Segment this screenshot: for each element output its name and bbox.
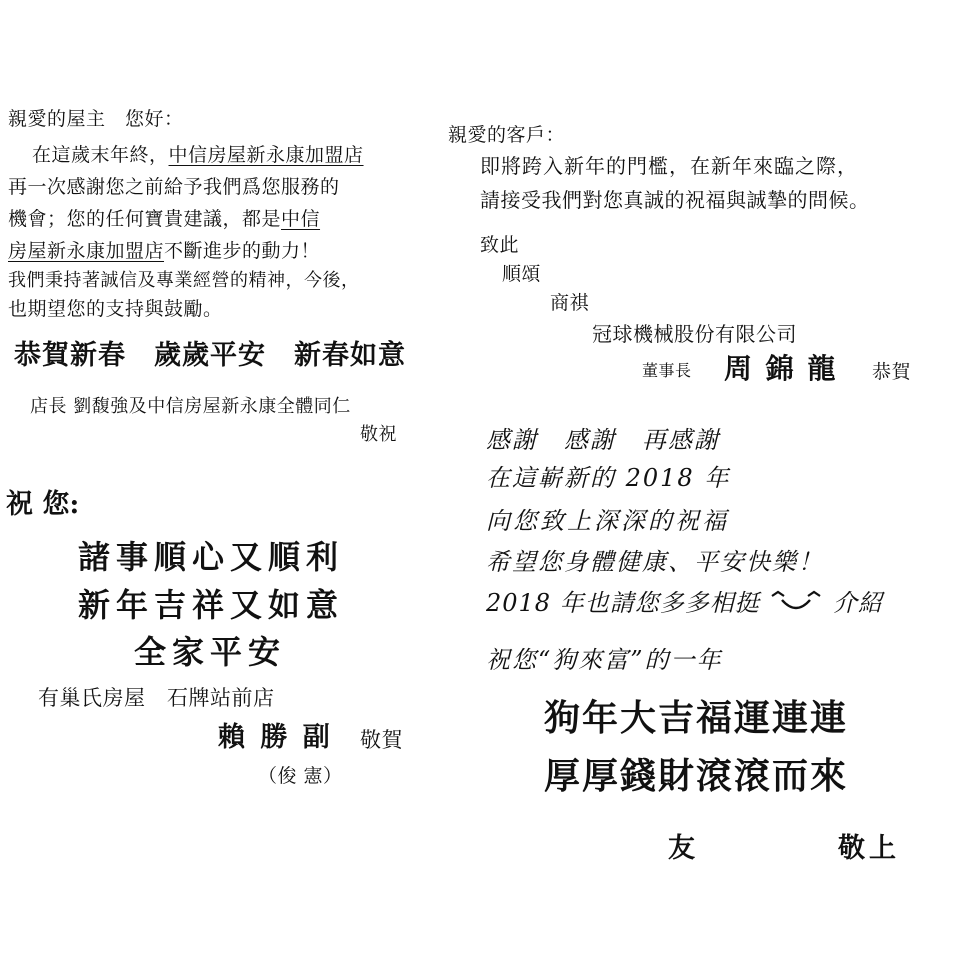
left-slogan: 恭賀新春 歲歲平安 新春如意: [14, 340, 406, 371]
wish-line-2: 新年吉祥又如意: [78, 586, 345, 624]
friend-respect: 敬上: [838, 833, 900, 864]
wish-line-3: 全家平安: [134, 633, 287, 671]
friend-label: 友: [668, 833, 695, 864]
right-para-line-1: 即將跨入新年的門檻，在新年來臨之際，: [480, 154, 858, 178]
left-para-line-6: 也期望您的支持與鼓勵。: [8, 298, 223, 320]
sender-alias: （俊 憲）: [258, 765, 343, 787]
left-para-line-1-text: 在這歲末年終，: [32, 144, 169, 166]
left-para-line-2: 再一次感謝您之前給予我們爲您服務的: [8, 176, 340, 198]
left-greeting: 親愛的屋主 您好：: [8, 108, 184, 130]
left-respect: 敬祝: [360, 424, 397, 445]
left-para-line-4-text: 不斷進步的動力！: [164, 240, 321, 262]
smiley-icon: [768, 590, 824, 620]
right-para-line-2: 請接受我們對您真誠的祝福與誠摯的問候。: [480, 188, 870, 212]
support-line-text: 2018 年也請您多多相挺: [486, 589, 769, 617]
store-line: 有巢氏房屋 石牌站前店: [38, 686, 275, 710]
right-shangqi: 商祺: [550, 292, 590, 314]
left-para-line-3-text: 機會；您的任何寶貴建議，都是: [8, 208, 282, 230]
right-zhici: 致此: [480, 234, 520, 256]
left-para-line-4: [8, 236, 320, 263]
thanks-line: 感謝 感謝 再感謝: [486, 426, 720, 454]
support-line: [486, 583, 883, 620]
company-name: 冠球機械股份有限公司: [592, 322, 797, 346]
left-signature: 店長 劉馥強及中信房屋新永康全體同仁: [30, 396, 351, 417]
sender-respect: 敬賀: [360, 728, 403, 752]
store-name-underlined-part1: 中信: [281, 208, 321, 230]
right-shunsong: 順頌: [502, 263, 542, 285]
left-para-line-5: 我們秉持著誠信及專業經營的精神，今後，: [8, 270, 360, 291]
right-greeting: 親愛的客戶：: [448, 124, 566, 146]
support-line-end: 介紹: [824, 589, 883, 617]
big-blessing-line-1: 狗年大吉福運連連: [544, 697, 849, 739]
chairman-name: 周 錦 龍: [724, 352, 838, 385]
sender-name: 賴 勝 副: [218, 722, 333, 753]
new-year-line: 在這嶄新的 2018 年: [486, 464, 731, 492]
wish-health-line: 希望您身體健康、平安快樂！: [486, 548, 824, 576]
chairman-gonghe: 恭賀: [872, 361, 912, 383]
wish-line-1: 諸事順心又順利: [78, 538, 345, 576]
left-para-line-3: [8, 204, 320, 231]
zhu-nin-heading: 祝 您:: [6, 489, 80, 520]
dog-wealth-line: 祝您“狗來富”的一年: [486, 646, 723, 674]
big-blessing-line-2: 厚厚錢財滾滾而來: [544, 755, 849, 797]
chairman-title: 董事長: [642, 361, 692, 380]
left-para-line-1: [32, 140, 364, 167]
store-name-underlined-part2: 房屋新永康加盟店: [8, 240, 165, 262]
store-name-underlined: 中信房屋新永康加盟店: [168, 144, 364, 166]
blessing-line: 向您致上深深的祝福: [486, 507, 729, 535]
